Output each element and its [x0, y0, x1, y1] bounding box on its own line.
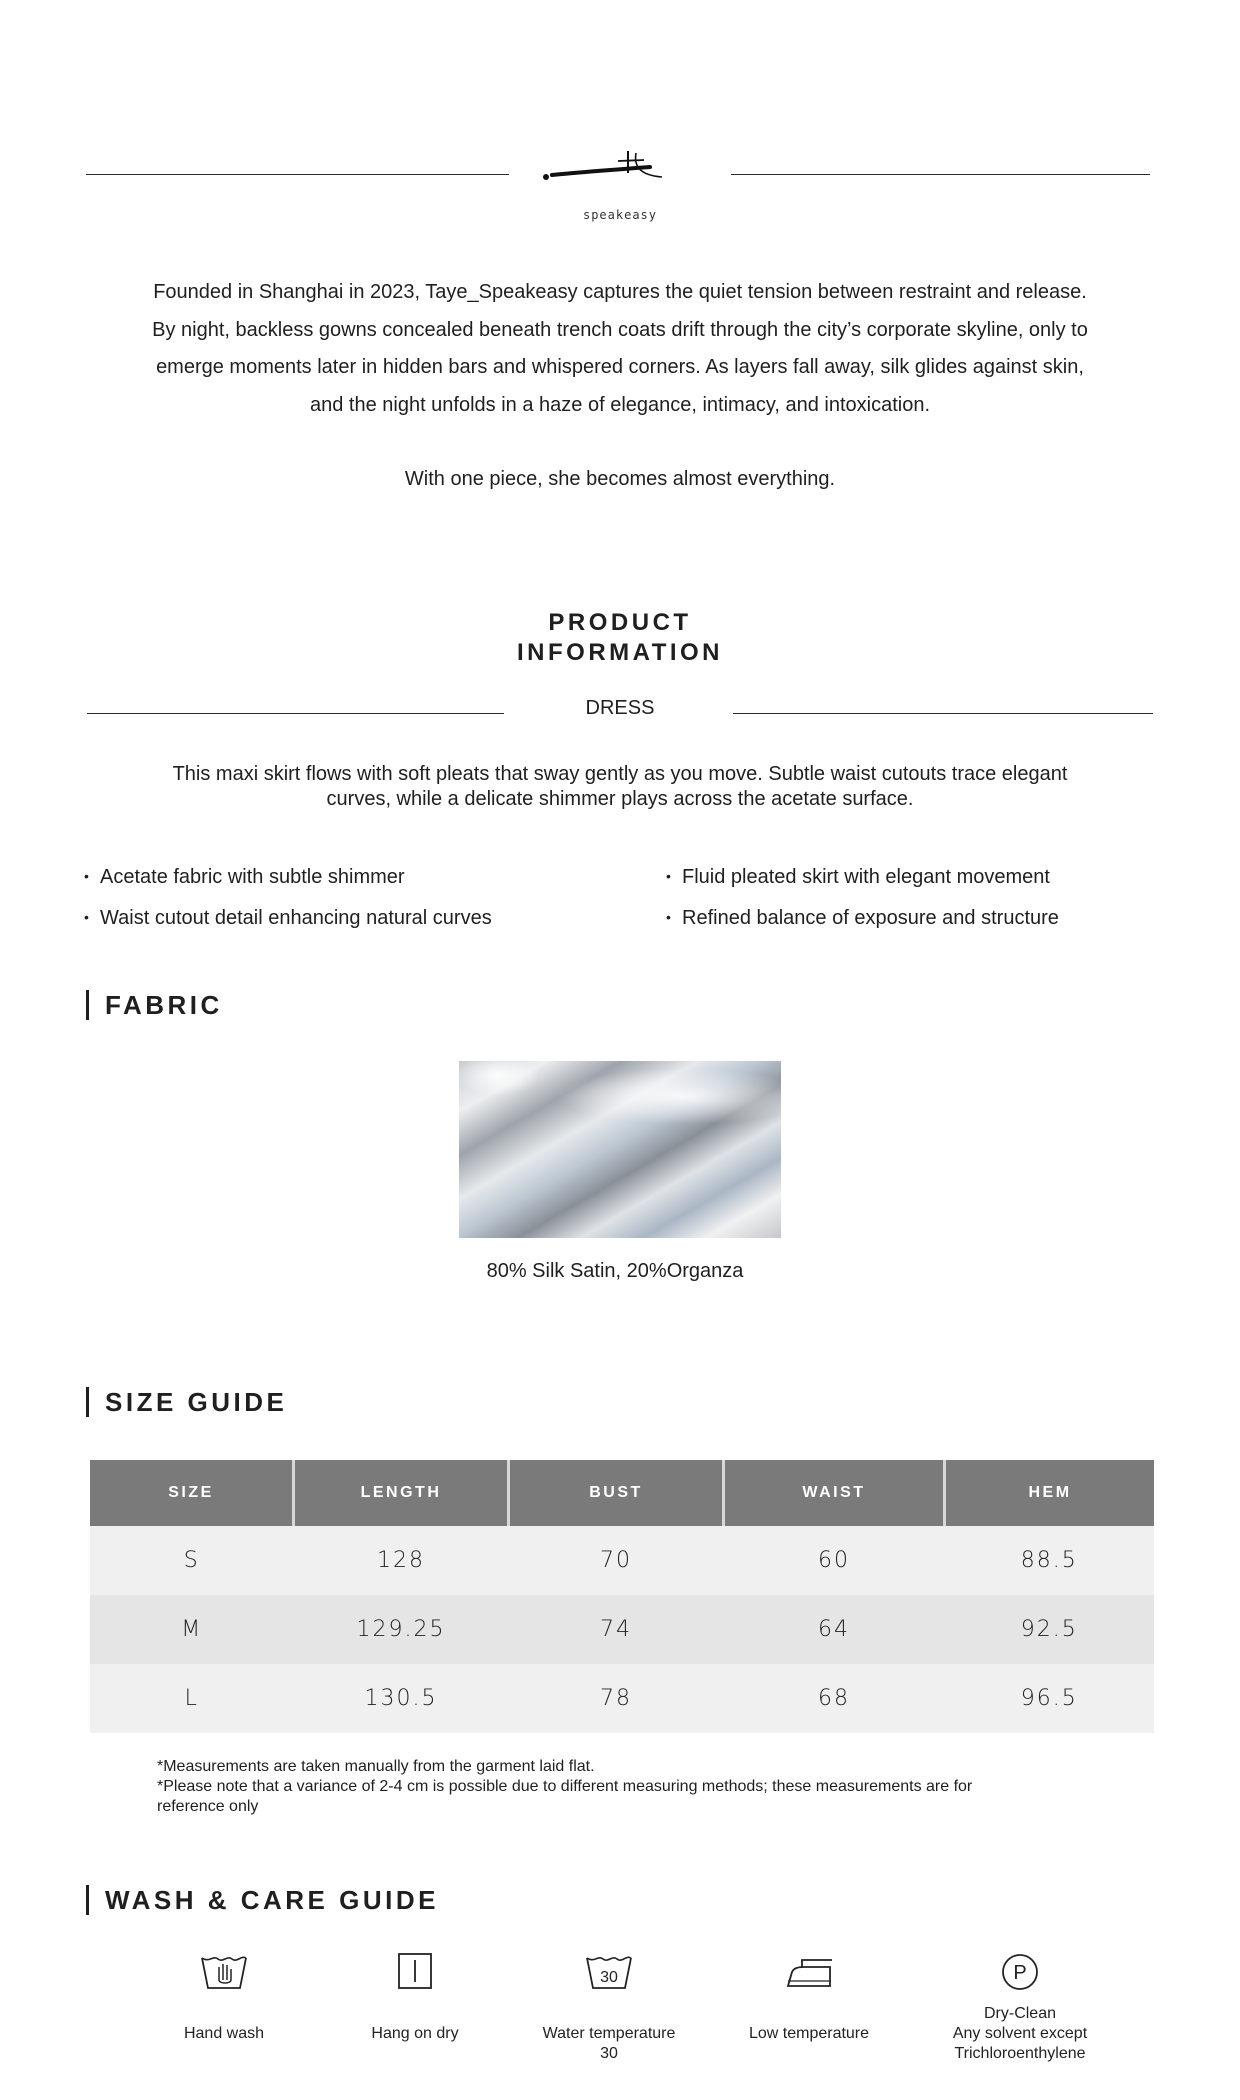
feature-text: Refined balance of exposure and structure [682, 907, 1059, 929]
column-header: BUST [509, 1460, 724, 1526]
dry-clean-letter: P [1013, 1962, 1027, 1984]
care-label: Water temperature 30 [542, 2025, 676, 2062]
product-description [130, 762, 1110, 812]
feature-item [666, 907, 1059, 930]
feature-text: Acetate fabric with subtle shimmer [100, 866, 405, 888]
care-label: Hand wash [183, 2025, 265, 2042]
column-header: WAIST [724, 1460, 945, 1526]
iron-low-icon [782, 1950, 836, 1994]
table-cell: 92.5 [945, 1595, 1155, 1664]
note-line: *Please note that a variance of 2-4 cm is possible due to different measuring methods; these measurements are for [157, 1778, 973, 1795]
feature-item [84, 866, 405, 889]
note-line: *Measurements are taken manually from the garment laid flat. [157, 1758, 595, 1775]
column-header: SIZE [90, 1460, 294, 1526]
feature-item [666, 866, 1050, 889]
note-line: reference only [157, 1798, 259, 1815]
fabric-swatch-image [459, 1061, 781, 1238]
intro-line: By night, backless gowns concealed beneath trench coats drift through the city’s corporate skyline, only to [152, 318, 1088, 341]
bullet-icon: • [84, 909, 89, 925]
brand-wordmark: speakeasy [582, 208, 658, 222]
table-cell: M [90, 1595, 294, 1664]
intro-line: Founded in Shanghai in 2023, Taye_Speakeasy captures the quiet tension between restraint and release. [153, 281, 1087, 303]
intro-line: and the night unfolds in a haze of elegance, intimacy, and intoxication. [309, 393, 931, 416]
feature-text: Fluid pleated skirt with elegant movement [682, 866, 1050, 888]
fabric-composition: 80% Silk Satin, 20%Organza [486, 1260, 744, 1282]
description-line: curves, while a delicate shimmer plays across the acetate surface. [326, 788, 914, 810]
table-cell: 130.5 [294, 1664, 509, 1733]
care-item [509, 1950, 709, 2064]
header-rule-left [86, 174, 509, 175]
table-cell: 96.5 [945, 1664, 1155, 1733]
table-cell: 68 [724, 1664, 945, 1733]
care-label: Low temperature [748, 2025, 870, 2042]
water-temp-icon [584, 1950, 634, 1994]
bullet-icon: • [84, 868, 89, 884]
table-cell: 70 [509, 1526, 724, 1595]
measurement-notes [157, 1757, 1077, 1817]
fabric-heading: FABRIC [86, 990, 223, 1020]
dress-rule-left [87, 713, 504, 714]
table-row [90, 1664, 1154, 1733]
product-info-title [470, 608, 770, 668]
care-label: Dry-Clean Any solvent except Trichloroenthylene [952, 2005, 1088, 2062]
column-header: LENGTH [294, 1460, 509, 1526]
table-cell: 60 [724, 1526, 945, 1595]
table-cell: S [90, 1526, 294, 1595]
table-row [90, 1595, 1154, 1664]
feature-item [84, 907, 492, 930]
hang-dry-icon [395, 1950, 435, 1994]
care-item [920, 1950, 1120, 2064]
table-cell: 74 [509, 1595, 724, 1664]
care-item [124, 1950, 324, 2044]
product-category: DRESS [585, 697, 655, 719]
table-cell: 78 [509, 1664, 724, 1733]
brand-intro [100, 274, 1140, 499]
water-temp-value: 30 [600, 1969, 618, 1986]
header-rule-right [731, 174, 1150, 175]
bullet-icon: • [666, 868, 671, 884]
hand-wash-icon [199, 1950, 249, 1994]
care-item [315, 1950, 515, 2044]
description-line: This maxi skirt flows with soft pleats that sway gently as you move. Subtle waist cutouts trace elegant [172, 763, 1068, 785]
brand-logo [540, 145, 700, 195]
size-table [90, 1460, 1154, 1733]
size-guide-heading: SIZE GUIDE [86, 1387, 287, 1417]
care-guide-heading: WASH & CARE GUIDE [86, 1885, 439, 1915]
table-cell: L [90, 1664, 294, 1733]
table-cell: 128 [294, 1526, 509, 1595]
intro-tagline: With one piece, she becomes almost everything. [404, 468, 836, 490]
intro-line: emerge moments later in hidden bars and whispered corners. As layers fall away, silk glides against skin, [156, 356, 1084, 378]
table-cell: 64 [724, 1595, 945, 1664]
column-header: HEM [945, 1460, 1155, 1526]
care-label: Hang on dry [371, 2025, 459, 2042]
product-info-title-line: PRODUCT [548, 609, 692, 636]
size-table-header [90, 1460, 1154, 1526]
table-cell: 88.5 [945, 1526, 1155, 1595]
feature-text: Waist cutout detail enhancing natural curves [100, 907, 492, 929]
care-item [709, 1950, 909, 2044]
dress-rule-right [733, 713, 1153, 714]
product-info-title-line: INFORMATION [516, 639, 724, 666]
bullet-icon: • [666, 909, 671, 925]
table-cell: 129.25 [294, 1595, 509, 1664]
table-row [90, 1526, 1154, 1595]
dry-clean-icon [998, 1950, 1042, 1994]
